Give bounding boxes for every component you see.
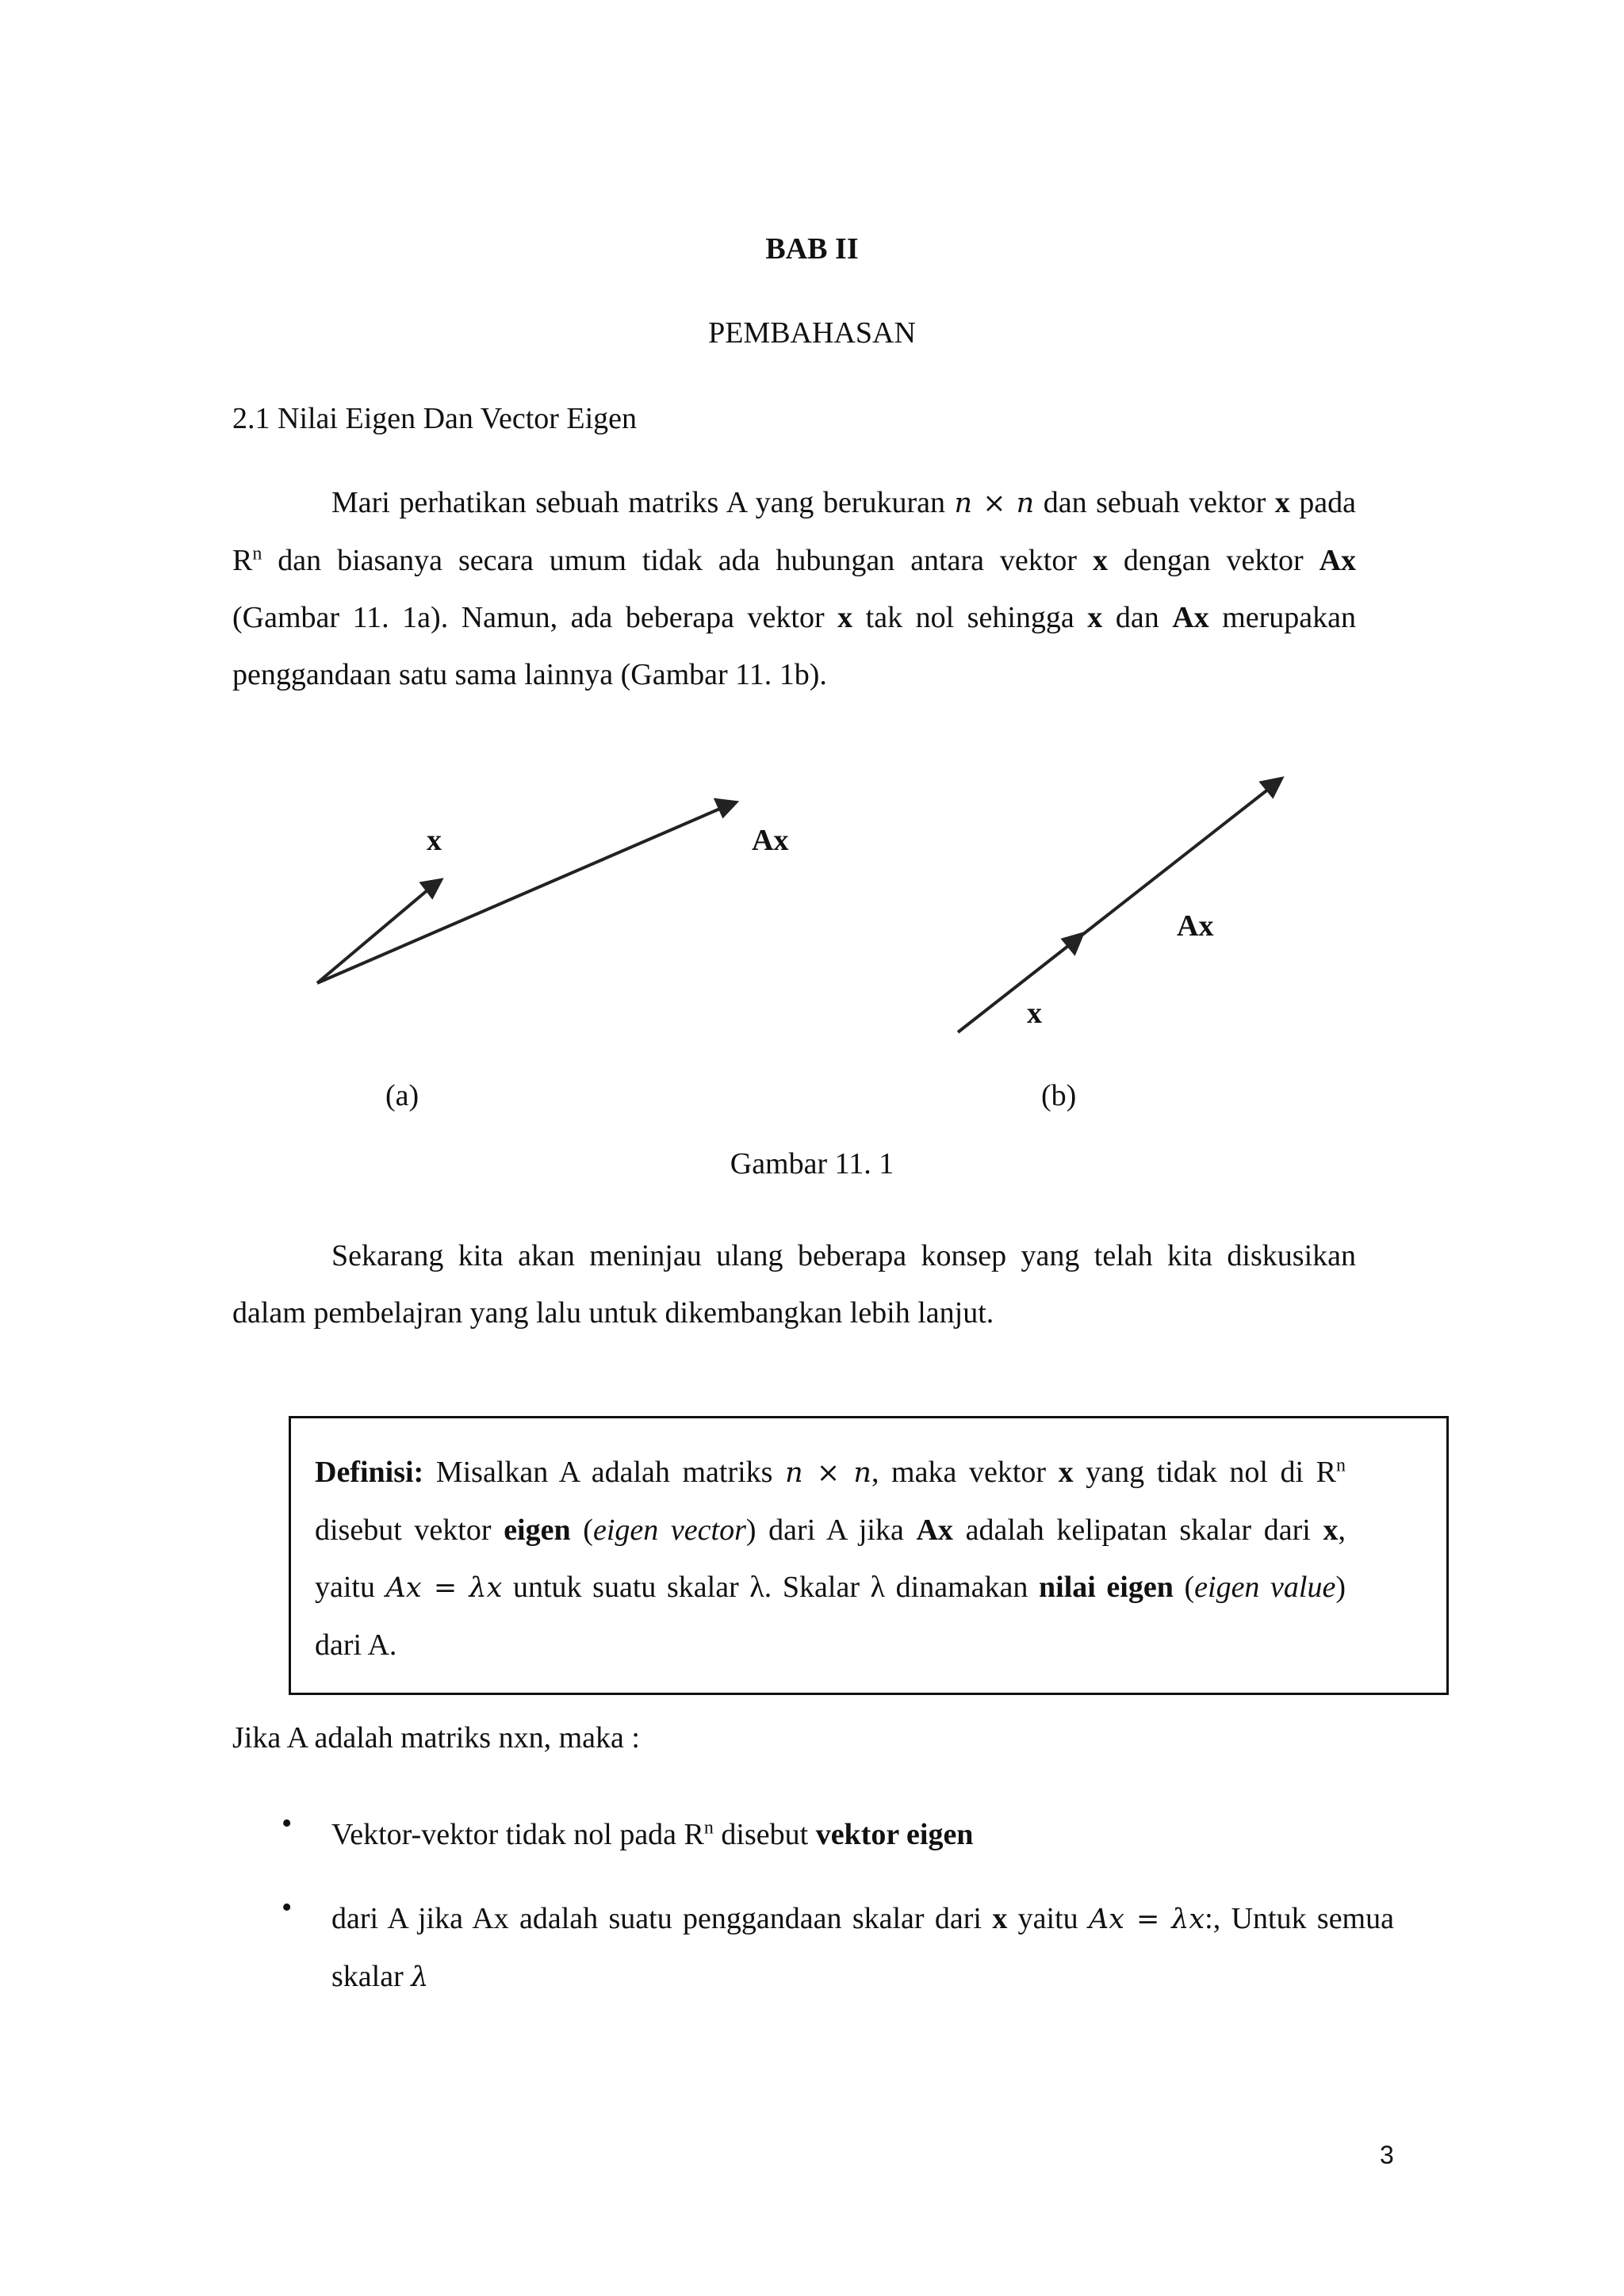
section-heading: 2.1 Nilai Eigen Dan Vector Eigen: [232, 402, 638, 435]
definition-text: Definisi: Misalkan A adalah matriks n × n, maka vektor x yang tidak nol di $R^n$ disebut vektor eigen (eigen vector) dari A jika Ax adalah kelipatan skalar dari x, yaitu Ax = λx untuk suatu skalar λ. Skalar λ dinamakan nilai eigen (eigen value) dari A.: [315, 1455, 1346, 1662]
label-ax-b: Ax: [1177, 909, 1214, 943]
list-item: dari A jika Ax adalah suatu penggandaan skalar dari x yaitu Ax = λx:, Untuk semua skalar λ: [331, 1902, 1394, 1993]
label-ax-a: Ax: [752, 824, 789, 857]
followup-paragraph: Sekarang kita akan meninjau ulang beberapa konsep yang telah kita diskusikan dalam pembelajran yang lalu untuk dikembangkan lebih lanjut.: [232, 1239, 1356, 1330]
subfigure-label-b: (b): [1041, 1079, 1077, 1112]
intro-paragraph: Mari perhatikan sebuah matriks A yang berukuran n × n dan sebuah vektor x pada $R^n$ dan biasanya secara umum tidak ada hubungan antara vektor x dengan vektor Ax (Gambar 11. 1a). Namun, ada beberapa vektor x tak nol sehingga x dan Ax merupakan penggandaan satu sama lainnya (Gambar 11. 1b).: [232, 486, 1357, 691]
bullet-marker: •: [282, 1807, 293, 1840]
chapter-title: BAB II: [765, 232, 859, 266]
label-x-a: x: [427, 824, 442, 857]
figure-caption: Gambar 11. 1: [730, 1147, 894, 1181]
label-x-b: x: [1027, 997, 1042, 1030]
bullet-marker: •: [282, 1891, 293, 1924]
vector-figure: [0, 745, 1624, 1062]
vector-x-b-arrowhead: [1063, 934, 1082, 953]
definition-box: [289, 1416, 1449, 1695]
list-item: Vektor-vektor tidak nol pada $R^n$ disebut vektor eigen: [331, 1817, 974, 1851]
chapter-subtitle: PEMBAHASAN: [708, 316, 916, 350]
vector-ax-b: [958, 789, 1269, 1032]
page-number: 3: [1380, 2141, 1394, 2169]
list-intro: Jika A adalah matriks nxn, maka :: [232, 1721, 640, 1755]
figure-a-vectors: [317, 800, 736, 983]
subfigure-label-a: (a): [385, 1079, 419, 1112]
vector-ax-a-arrowhead: [716, 800, 736, 816]
vector-x-a: [317, 890, 428, 983]
vector-ax-a: [317, 809, 720, 983]
figure-b-vectors: [958, 779, 1281, 1032]
